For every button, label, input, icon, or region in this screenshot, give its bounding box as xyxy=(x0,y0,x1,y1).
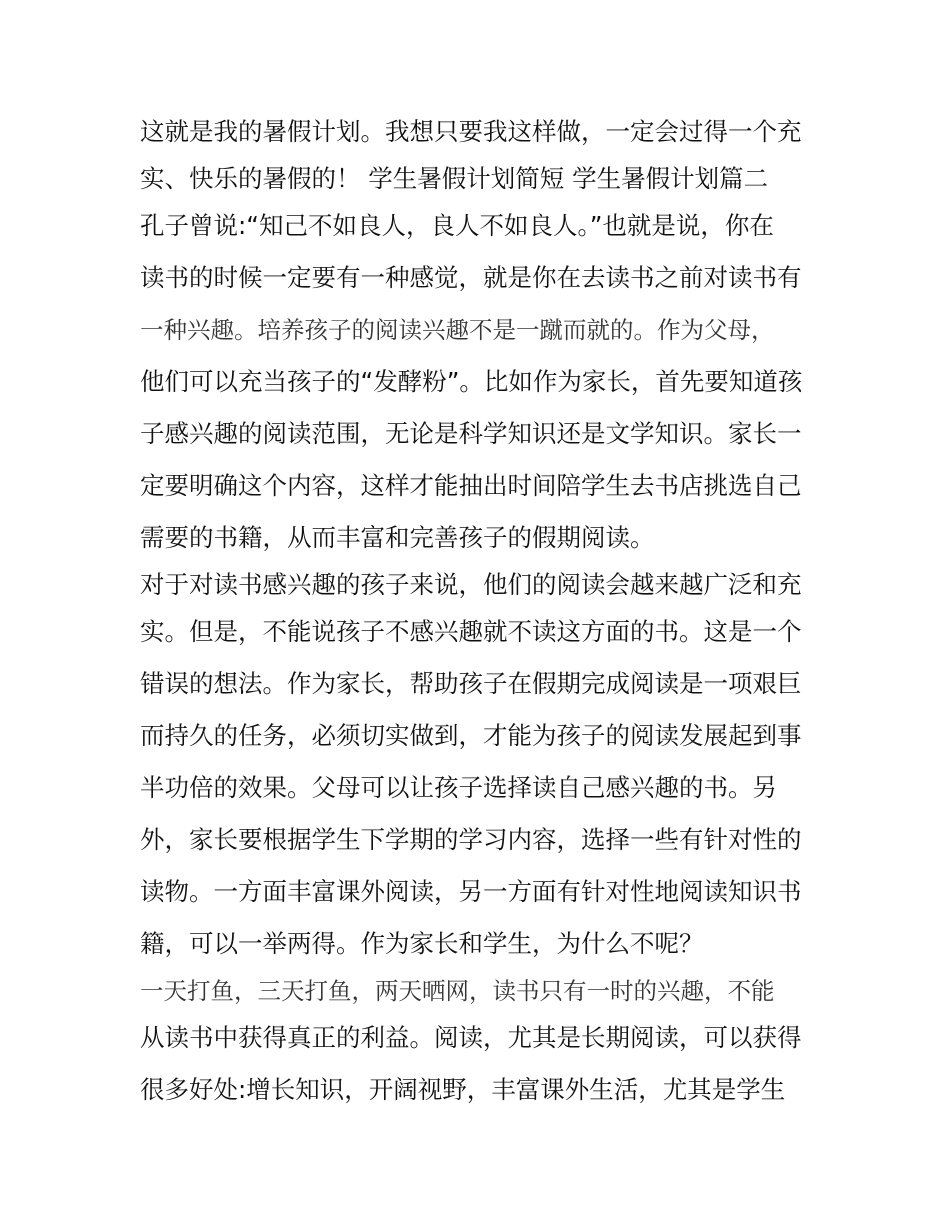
text-line: 很多好处:增长知识，开阔视野，丰富课外生活，尤其是学生 xyxy=(140,1075,786,1104)
text-line: 半功倍的效果。父母可以让孩子选择读自己感兴趣的书。另 xyxy=(140,773,777,802)
text-line: 外，家长要根据学生下学期的学习内容，选择一些有针对性的 xyxy=(140,825,802,854)
text-line: 实。但是，不能说孩子不感兴趣就不读这方面的书。这是一个 xyxy=(140,617,802,646)
text-line: 读物。一方面丰富课外阅读，另一方面有针对性地阅读知识书 xyxy=(140,877,802,906)
text-line: 孔子曾说:“知己不如良人，良人不如良人。”也就是说，你在 xyxy=(140,211,774,240)
text-line: 籍，可以一举两得。作为家长和学生，为什么不呢？ xyxy=(140,929,704,958)
text-line: 一种兴趣。培养孩子的阅读兴趣不是一蹴而就的。作为父母， xyxy=(140,316,775,344)
text-line: 定要明确这个内容，这样才能抽出时间陪学生去书店挑选自己 xyxy=(140,471,802,500)
text-line: 实、快乐的暑假的！ 学生暑假计划简短 学生暑假计划篇二 xyxy=(140,164,769,193)
text-line: 需要的书籍，从而丰富和完善孩子的假期阅读。 xyxy=(140,523,655,552)
body-text xyxy=(140,106,820,1116)
text-line: 一天打鱼，三天打鱼，两天晒网，读书只有一时的兴趣，不能 xyxy=(140,977,775,1005)
text-line: 子感兴趣的阅读范围，无论是科学知识还是文学知识。家长一 xyxy=(140,419,802,448)
text-line: 读书的时候一定要有一种感觉，就是你在去读书之前对读书有 xyxy=(140,263,802,292)
text-line: 从读书中获得真正的利益。阅读，尤其是长期阅读，可以获得 xyxy=(140,1023,802,1052)
text-line: 而持久的任务，必须切实做到，才能为孩子的阅读发展起到事 xyxy=(140,721,802,750)
text-line: 他们可以充当孩子的“发酵粉”。比如作为家长，首先要知道孩 xyxy=(140,367,803,396)
text-line: 对于对读书感兴趣的孩子来说，他们的阅读会越来越广泛和充 xyxy=(140,570,802,599)
text-line: 这就是我的暑假计划。我想只要我这样做，一定会过得一个充 xyxy=(140,117,802,146)
text-line: 错误的想法。作为家长，帮助孩子在假期完成阅读是一项艰巨 xyxy=(140,669,802,698)
